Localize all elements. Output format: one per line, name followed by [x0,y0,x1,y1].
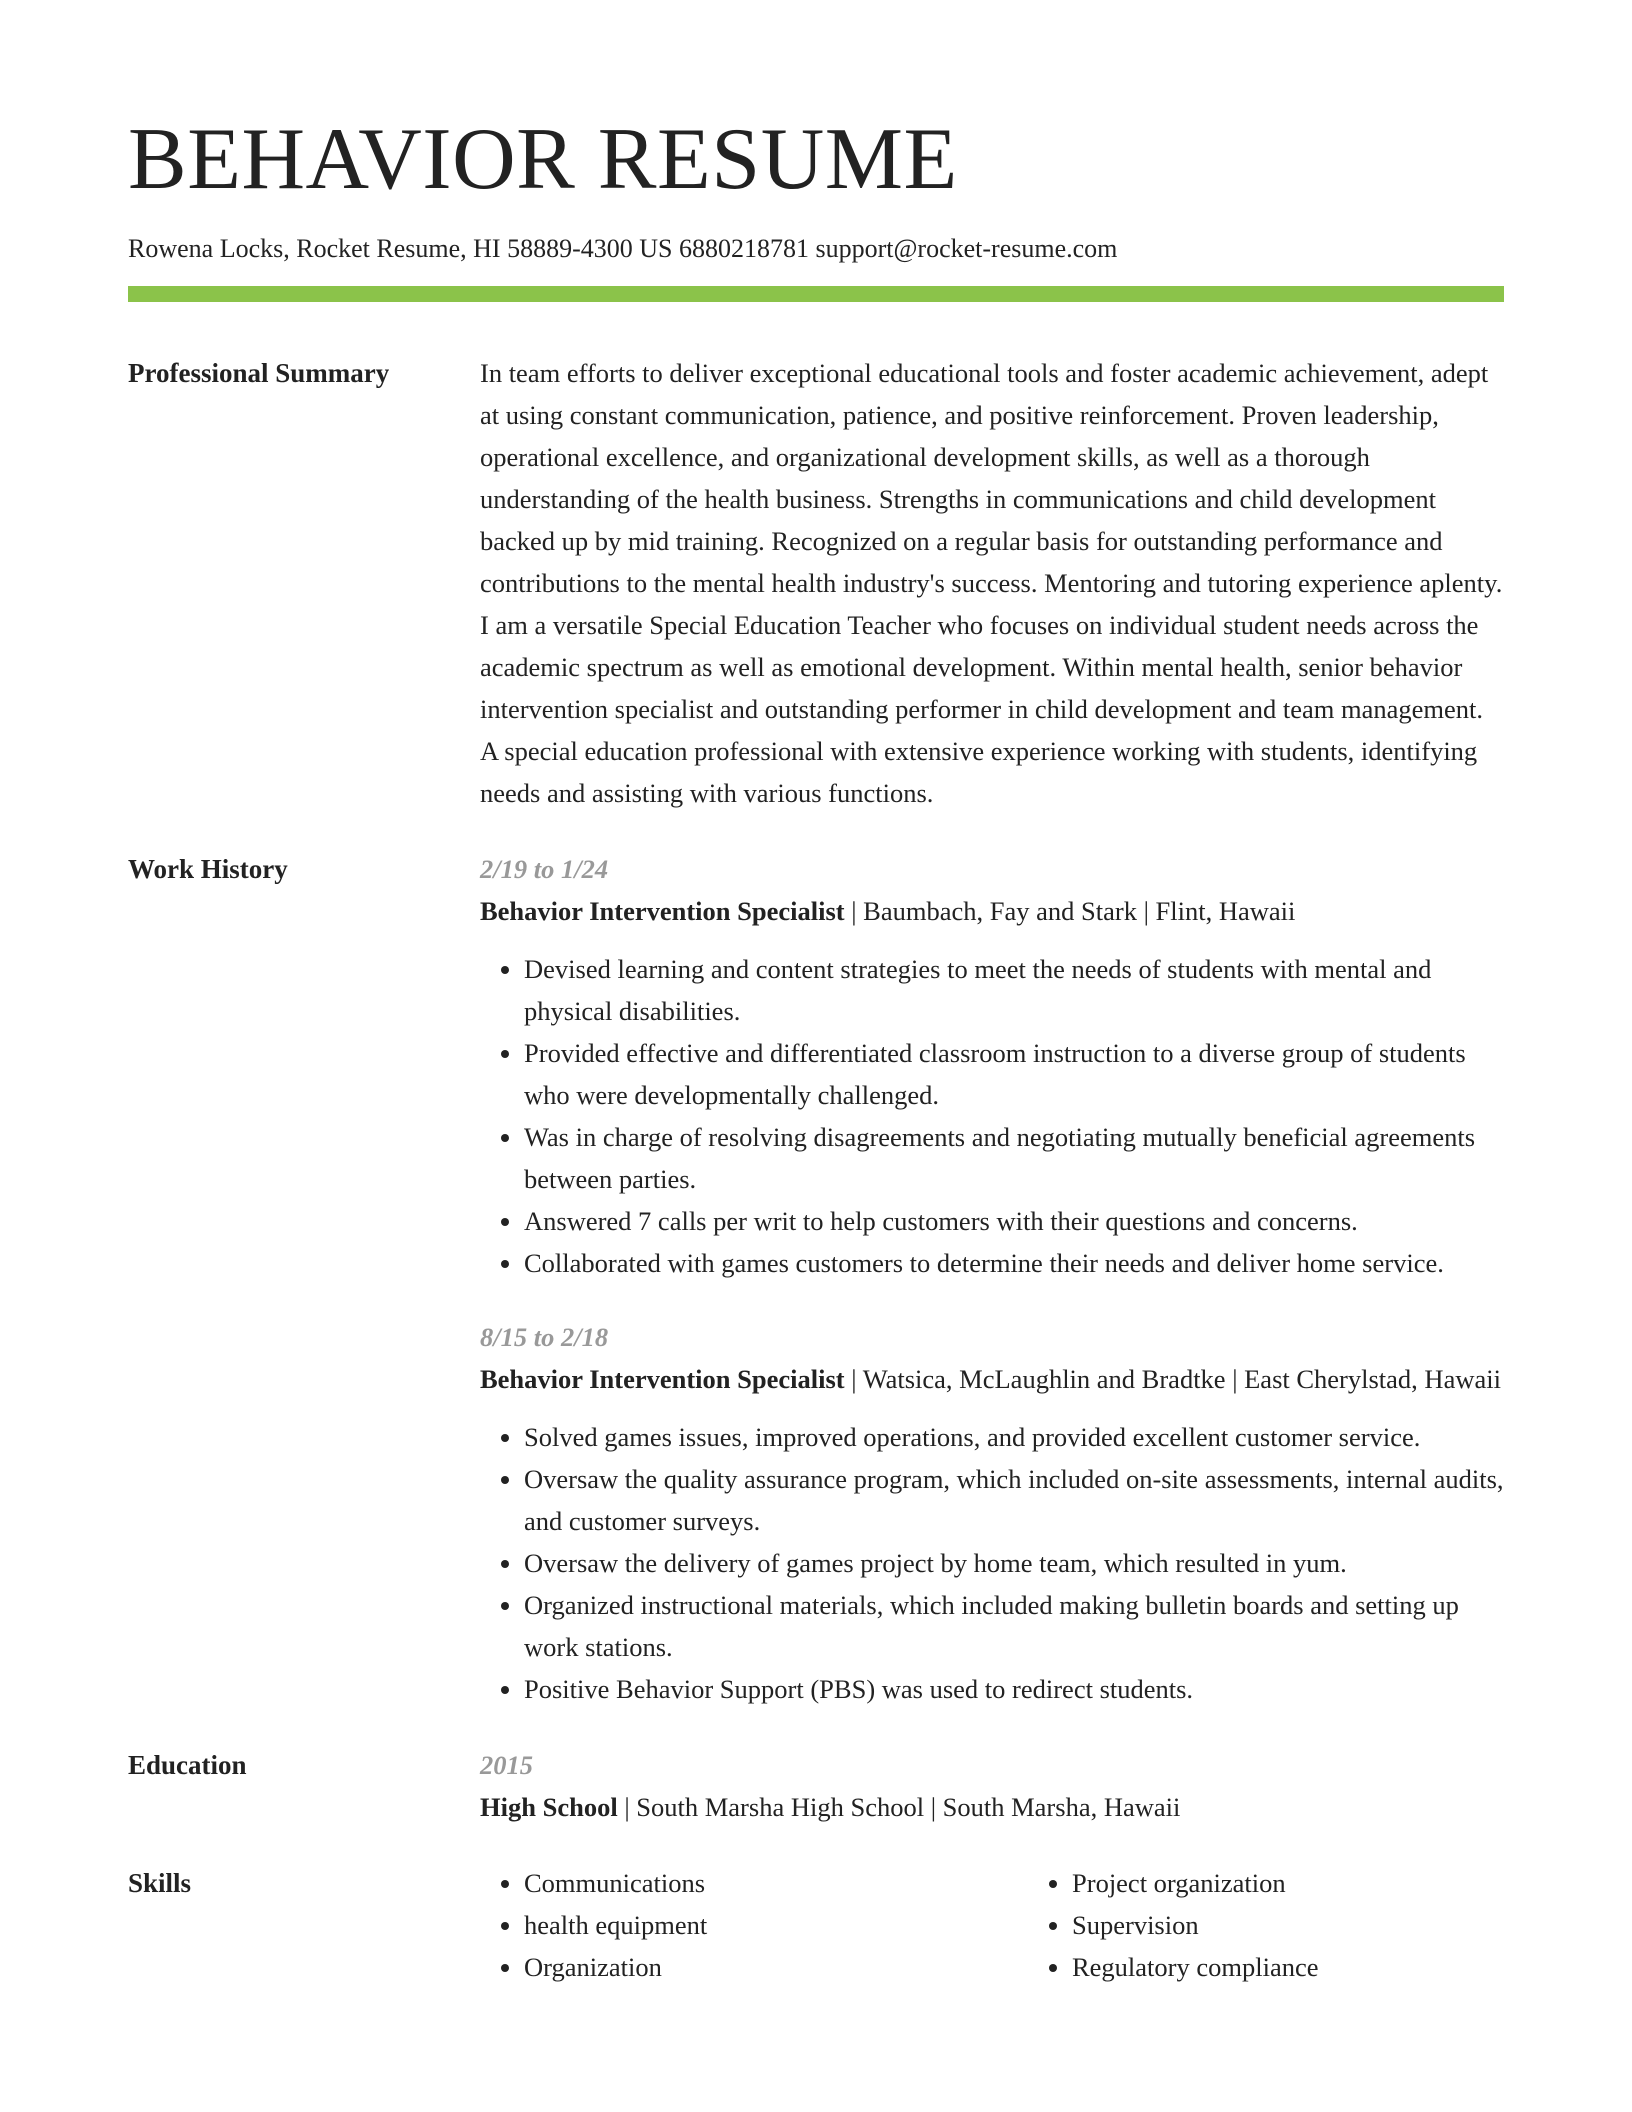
list-item: • Devised learning and content strategies to meet the needs of students with mental and physical disabilities. [524,948,1504,1032]
job-title-line [480,890,1504,932]
skills-column-2 [1028,1862,1576,1988]
list-item: • Organized instructional materials, which included making bulletin boards and setting up work stations. [524,1584,1504,1668]
header-divider [128,286,1504,302]
list-item: • health equipment [524,1904,1028,1946]
list-item: • Oversaw the quality assurance program, which included on-site assessments, internal audits, and customer surveys. [524,1458,1504,1542]
list-item: • Communications [524,1862,1028,1904]
contact-line: Rowena Locks, Rocket Resume, HI 58889-4300 US 6880218781 support@rocket-resume.com [128,234,1118,263]
list-item: • Supervision [1072,1904,1576,1946]
education-year: 2015 [480,1750,533,1780]
summary-text: In team efforts to deliver exceptional educational tools and foster academic achievement, adept at using constant communication, patience, and positive reinforcement. Proven leadership, operational excellence, and organizational development skills, as well as a thorough understanding of the health business. Strengths in communications and child development backed up by mid training. Recognized on a regular basis for outstanding performance and contributions to the mental health industry's success. Mentoring and tutoring experience aplenty. I am a versatile Special Education Teacher who focuses on individual student needs across the academic spectrum as well as emotional development. Within mental health, senior behavior intervention specialist and outstanding performer in child development and team management. A special education professional with extensive experience working with students, identifying needs and assisting with various functions. [480,358,1503,808]
list-item: • Solved games issues, improved operations, and provided excellent customer service. [524,1416,1504,1458]
list-item: • Organization [524,1946,1028,1988]
skills-section [128,1862,1504,1988]
job-entry [480,848,1504,1284]
summary-label: Professional Summary [128,358,390,388]
skills-label: Skills [128,1868,192,1898]
skills-grid [480,1862,1576,1988]
education-section [128,1744,1504,1828]
list-item: • Provided effective and differentiated classroom instruction to a diverse group of students who were developmentally challenged. [524,1032,1504,1116]
education-label: Education [128,1750,247,1780]
list-item: • Oversaw the delivery of games project by home team, which resulted in yum. [524,1542,1504,1584]
job-details: | Baumbach, Fay and Stark | Flint, Hawaii [844,896,1296,926]
education-line [480,1786,1504,1828]
job-entry [480,1316,1504,1710]
list-item: • Regulatory compliance [1072,1946,1576,1988]
job-details: | Watsica, McLaughlin and Bradtke | East Cherylstad, Hawaii [844,1364,1501,1394]
work-history-label: Work History [128,854,288,884]
list-item: • Answered 7 calls per writ to help customers with their questions and concerns. [524,1200,1504,1242]
skills-column-1 [480,1862,1028,1988]
job-role: Behavior Intervention Specialist [480,1364,845,1394]
job-role: Behavior Intervention Specialist [480,896,845,926]
summary-section [128,352,1504,814]
job-dates: 8/15 to 2/18 [480,1322,609,1352]
job-bullets [480,1416,1504,1710]
resume-title: BEHAVIOR RESUME [128,111,958,208]
job-dates: 2/19 to 1/24 [480,854,609,884]
list-item: • Project organization [1072,1862,1576,1904]
education-details: | South Marsha High School | South Marsha, Hawaii [617,1792,1181,1822]
list-item: • Positive Behavior Support (PBS) was used to redirect students. [524,1668,1504,1710]
work-history-section [128,848,1504,1710]
job-title-line [480,1358,1504,1400]
list-item: • Was in charge of resolving disagreements and negotiating mutually beneficial agreements between parties. [524,1116,1504,1200]
education-degree: High School [480,1792,618,1822]
list-item: • Collaborated with games customers to determine their needs and deliver home service. [524,1242,1504,1284]
job-bullets [480,948,1504,1284]
